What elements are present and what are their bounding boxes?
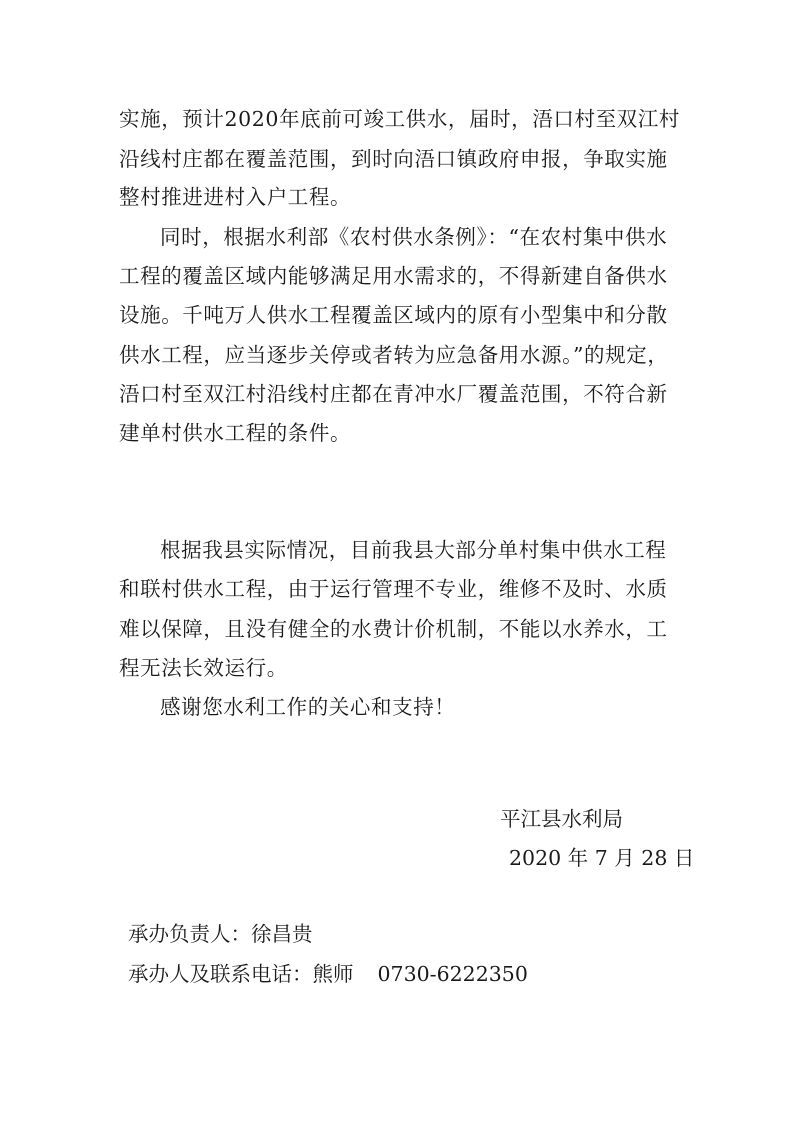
handler-label: 承办人及联系电话：熊师 <box>128 962 354 986</box>
handler-phone: 0730-6222350 <box>377 962 528 986</box>
handler-contact <box>128 964 528 985</box>
responsible-person: 承办负责人：徐昌贵 <box>128 922 313 946</box>
paragraph-1-line-2: 沿线村庄都在覆盖范围，到时向浯口镇政府申报，争取实施 <box>119 147 668 171</box>
paragraph-3-line-2: 和联村供水工程，由于运行管理不专业，维修不及时、水质 <box>119 577 668 601</box>
paragraph-1-line-3: 整村推进进村入户工程。 <box>119 185 352 209</box>
paragraph-3-line-1: 根据我县实际情况，目前我县大部分单村集中供水工程 <box>160 538 667 562</box>
paragraph-3-line-4: 程无法长效运行。 <box>119 656 288 680</box>
paragraph-2-line-1: 同时，根据水利部《农村供水条例》：“在农村集中供水 <box>160 225 668 249</box>
signature-date: 2020 年 7 月 28 日 <box>509 846 695 870</box>
paragraph-2-line-5: 浯口村至双江村沿线村庄都在青冲水厂覆盖范围，不符合新 <box>119 382 668 406</box>
closing-sentence: 感谢您水利工作的关心和支持！ <box>160 695 456 719</box>
paragraph-1-line-1: 实施，预计2020年底前可竣工供水，届时，浯口村至双江村 <box>119 107 680 131</box>
signature-org: 平江县水利局 <box>500 807 623 831</box>
paragraph-2-line-6: 建单村供水工程的条件。 <box>119 421 352 445</box>
paragraph-2-line-4: 供水工程，应当逐步关停或者转为应急备用水源。”的规定， <box>119 343 669 367</box>
paragraph-2-line-3: 设施。千吨万人供水工程覆盖区域内的原有小型集中和分散 <box>119 303 668 327</box>
paragraph-2-line-2: 工程的覆盖区域内能够满足用水需求的，不得新建自备供水 <box>119 264 668 288</box>
paragraph-3-line-3: 难以保障，且没有健全的水费计价机制，不能以水养水，工 <box>119 617 668 641</box>
